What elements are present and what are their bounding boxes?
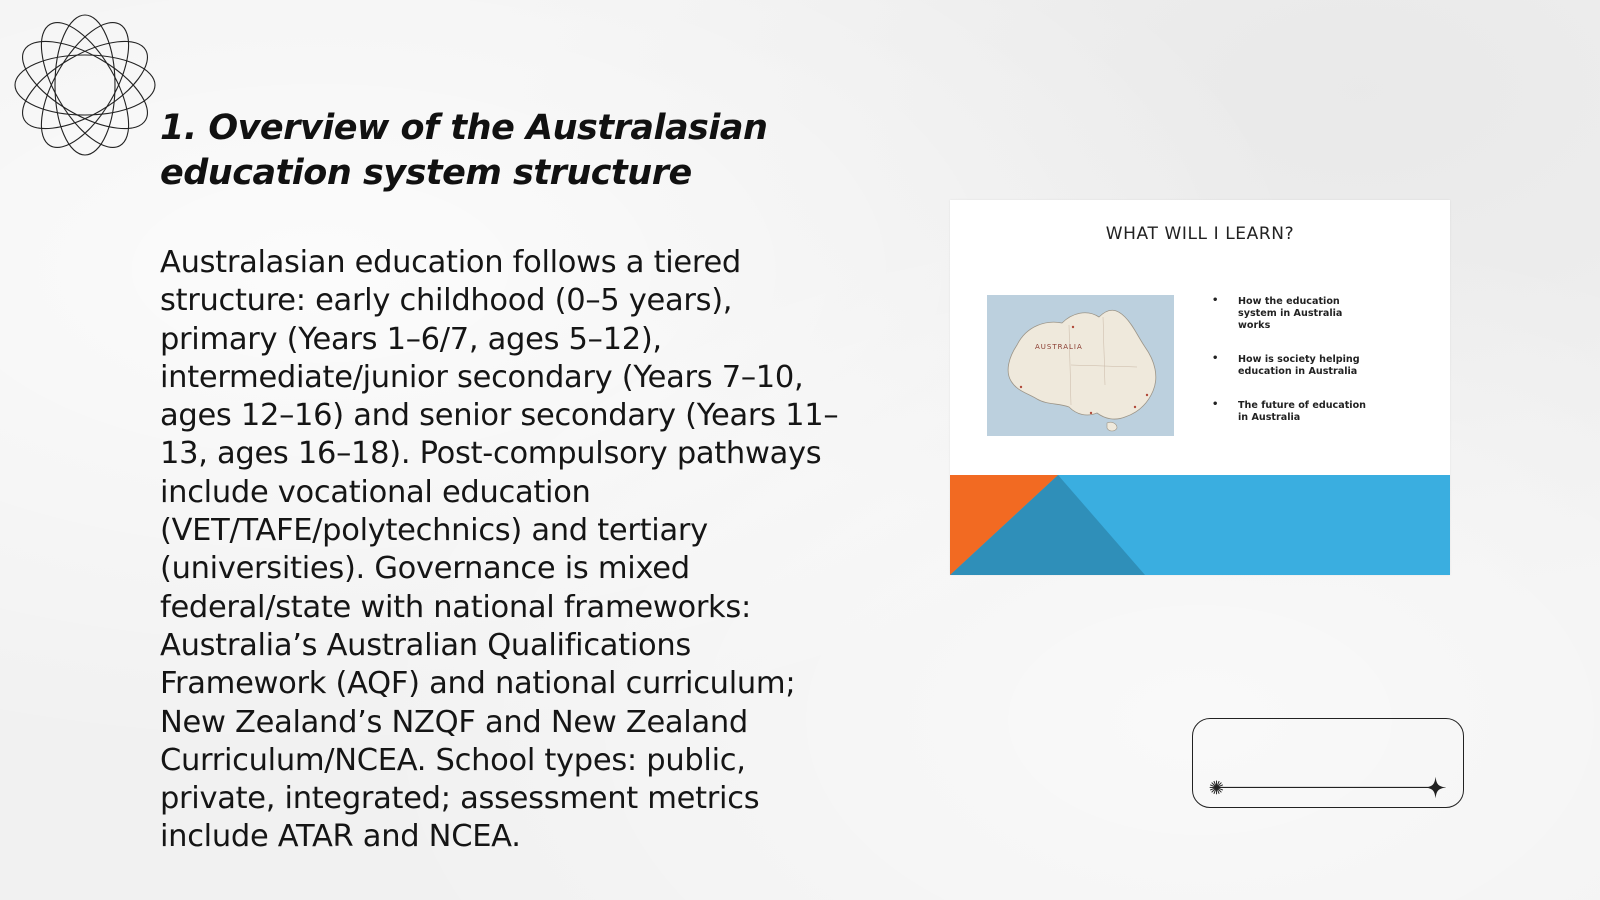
body-line: primary (Years 1–6/7, ages 5–12),: [160, 321, 662, 357]
orbit-rings-icon: [10, 10, 160, 160]
body-line: (VET/TAFE/polytechnics) and tertiary: [160, 513, 708, 549]
australia-map-icon: [987, 295, 1174, 436]
bullet-line: education in Australia: [1238, 366, 1358, 377]
embedded-slide-title: WHAT WILL I LEARN?: [1105, 224, 1295, 244]
slide-title-line-1: 1. Overview of the Australasian: [160, 108, 768, 148]
body-line: intermediate/junior secondary (Years 7–10,: [160, 359, 804, 395]
body-line: New Zealand’s NZQF and New Zealand: [160, 704, 748, 740]
sun-burst-icon: [1210, 781, 1224, 795]
bullet-line: The future of education: [1238, 400, 1366, 411]
australia-map-image: [987, 295, 1174, 436]
timeline-line: [1193, 719, 1463, 807]
map-label: AUSTRALIA: [1035, 343, 1083, 351]
timeline-decoration: [1192, 718, 1464, 808]
list-item: [1212, 296, 1378, 332]
body-line: Australasian education follows a tiered: [160, 245, 741, 280]
embedded-color-band: [950, 475, 1450, 575]
body-line: structure: early childhood (0–5 years),: [160, 283, 733, 319]
body-line: 13, ages 16–18). Post-compulsory pathways: [160, 436, 822, 472]
embedded-bullet-list: [1212, 296, 1412, 424]
body-line: (universities). Governance is mixed: [160, 551, 690, 587]
body-line: include ATAR and NCEA.: [160, 819, 521, 855]
sparkle-star-icon: [1425, 777, 1447, 799]
bullet-line: How is society helping: [1238, 354, 1360, 365]
body-line: Curriculum/NCEA. School types: public,: [160, 742, 746, 778]
body-line: Australia’s Australian Qualifications: [160, 627, 691, 663]
bullet-line: system in Australia: [1238, 308, 1343, 319]
list-item: [1212, 354, 1378, 378]
bullet-line: How the education: [1238, 296, 1340, 307]
slide-title: [160, 106, 860, 196]
body-line: include vocational education: [160, 474, 591, 510]
bullet-line: in Australia: [1238, 412, 1301, 423]
slide-title-line-2: education system structure: [160, 153, 692, 193]
list-item: [1212, 400, 1378, 424]
embedded-slide-image: [950, 200, 1450, 575]
bullet-line: works: [1238, 320, 1271, 331]
body-line: federal/state with national frameworks:: [160, 589, 751, 625]
slide-body-text: [160, 244, 850, 857]
body-line: Framework (AQF) and national curriculum;: [160, 666, 796, 702]
body-line: ages 12–16) and senior secondary (Years 11–: [160, 398, 839, 434]
body-line: private, integrated; assessment metrics: [160, 781, 760, 817]
